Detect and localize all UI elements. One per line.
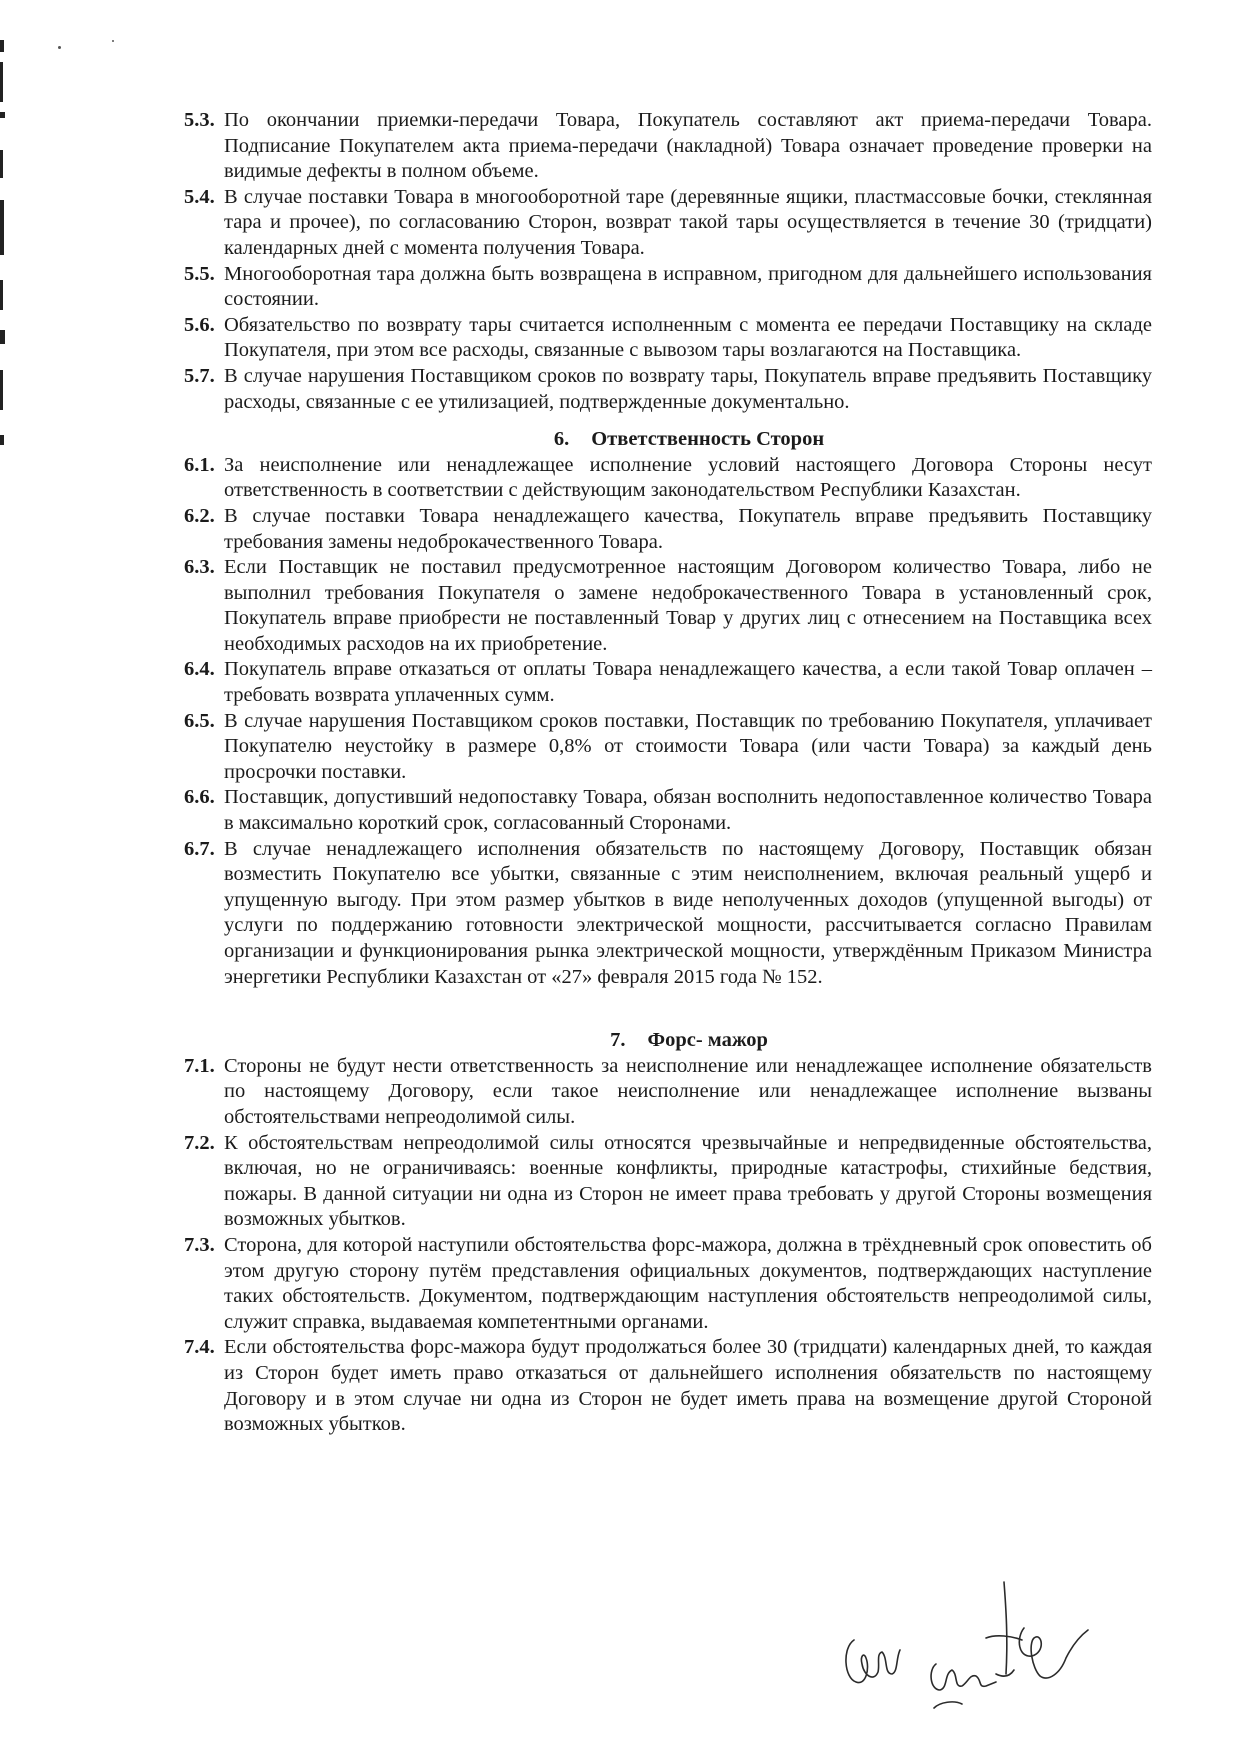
- section-number: 7.: [610, 1029, 626, 1052]
- clause-7-1: [186, 1054, 1152, 1131]
- clause-text: В случае поставки Товара в многооборотной таре (деревянные ящики, пластмассовые бочки, стеклянная тара и прочее), по согласованию Сторон, возврат такой тары осуществляется в течение 30 (тридцати) календарных дней с момента получения Товара.: [224, 185, 1152, 259]
- section-5: [186, 108, 1152, 415]
- section-6: [186, 427, 1152, 990]
- clause-number: 5.7.: [184, 364, 215, 387]
- document-page: [186, 108, 1152, 1438]
- clause-text: В случае поставки Товара ненадлежащего качества, Покупатель вправе предъявить Поставщику требования замены недоброкачественного Товара.: [224, 504, 1152, 553]
- section-heading: Ответственность Сторон: [591, 428, 825, 451]
- clause-5-3: [186, 108, 1152, 185]
- clause-number: 6.7.: [184, 837, 215, 860]
- handwritten-signatures: [836, 1578, 1126, 1728]
- clause-7-4: [186, 1335, 1152, 1437]
- clause-text: Поставщик, допустивший недопоставку Товара, обязан восполнить недопоставленное количество Товара в максимально короткий срок, согласованный Сторонами.: [224, 786, 1152, 835]
- clause-5-5: [186, 262, 1152, 313]
- clause-text: Если обстоятельства форс-мажора будут продолжаться более 30 (тридцати) календарных дней, то каждая из Сторон будет иметь право отказаться от дальнейшего исполнения обязательств по настоящему Договору и в этом случае ни одна из Сторон не будет иметь права на возмещение другой Стороной возможных убытков.: [224, 1336, 1152, 1436]
- section-7: [186, 1028, 1152, 1438]
- clause-number: 7.4.: [184, 1336, 215, 1359]
- clause-text: Если Поставщик не поставил предусмотренное настоящим Договором количество Товара, либо не выполнил требования Покупателя о замене недоброкачественного Товара в установленный срок, Покупатель вправе приобрести не поставленный Товар у других лиц с отнесением на Поставщика всех необходимых расходов на их приобретение.: [224, 556, 1152, 655]
- clause-number: 6.3.: [184, 556, 215, 579]
- clause-number: 7.1.: [184, 1054, 215, 1077]
- clause-6-7: [186, 837, 1152, 991]
- scan-speck: [112, 40, 114, 42]
- clause-6-5: [186, 709, 1152, 786]
- clause-text: Многооборотная тара должна быть возвращена в исправном, пригодном для дальнейшего использования состоянии.: [224, 262, 1152, 311]
- clause-number: 5.4.: [184, 185, 215, 208]
- scan-speck: [58, 46, 61, 49]
- clause-7-2: [186, 1131, 1152, 1233]
- clause-number: 7.2.: [184, 1131, 215, 1154]
- clause-text: Покупатель вправе отказаться от оплаты Товара ненадлежащего качества, а если такой Товар оплачен – требовать возврата уплаченных сумм.: [224, 658, 1152, 707]
- clause-text: Обязательство по возврату тары считается исполненным с момента ее передачи Поставщику на складе Покупателя, при этом все расходы, связанные с вывозом тары возлагаются на Поставщика.: [224, 313, 1152, 362]
- section-heading: Форс- мажор: [647, 1029, 768, 1052]
- clause-5-4: [186, 185, 1152, 262]
- clause-5-6: [186, 313, 1152, 364]
- clause-6-2: [186, 504, 1152, 555]
- clause-number: 6.4.: [184, 658, 215, 681]
- clause-number: 6.6.: [184, 786, 215, 809]
- clause-text: Стороны не будут нести ответственность за неисполнение или ненадлежащее исполнение обязательств по настоящему Договору, если такое неисполнение или ненадлежащее исполнение вызваны обстоятельствами непреодолимой силы.: [224, 1054, 1152, 1128]
- clause-5-7: [186, 364, 1152, 415]
- section-spacer: [186, 990, 1152, 1018]
- clause-6-6: [186, 785, 1152, 836]
- section-title: [186, 1028, 1152, 1054]
- clause-text: Сторона, для которой наступили обстоятельства форс-мажора, должна в трёхдневный срок оповестить об этом другую сторону путём представления официальных документов, подтверждающих наступление таких обстоятельств. Документом, подтверждающим наступления обстоятельств непреодолимой силы, служит справка, выдаваемая компетентными органами.: [224, 1233, 1152, 1333]
- section-title: [186, 427, 1152, 453]
- clause-number: 5.6.: [184, 313, 215, 336]
- clause-number: 7.3.: [184, 1233, 215, 1256]
- clause-number: 6.5.: [184, 709, 215, 732]
- clause-text: К обстоятельствам непреодолимой силы относятся чрезвычайные и непредвиденные обстоятельства, включая, но не ограничиваясь: военные конфликты, природные катастрофы, стихийные бедствия, пожары. В данной ситуации ни одна из Сторон не имеет права требовать у другой Стороны возмещения возможных убытков.: [224, 1131, 1152, 1231]
- clause-number: 5.5.: [184, 262, 215, 285]
- clause-number: 5.3.: [184, 109, 215, 131]
- clause-6-1: [186, 453, 1152, 504]
- clause-number: 6.2.: [184, 504, 215, 527]
- clause-number: 6.1.: [184, 453, 215, 476]
- clause-7-3: [186, 1233, 1152, 1335]
- clause-text: В случае нарушения Поставщиком сроков поставки, Поставщик по требованию Покупателя, уплачивает Покупателю неустойку в размере 0,8% от стоимости Товара (или части Товара) за каждый день просрочки поставки.: [224, 709, 1152, 783]
- clause-text: В случае нарушения Поставщиком сроков по возврату тары, Покупатель вправе предъявить Поставщику расходы, связанные с ее утилизацией, подтвержденные документально.: [224, 364, 1152, 413]
- section-number: 6.: [553, 428, 570, 451]
- clause-text: По окончании приемки-передачи Товара, Покупатель составляют акт приема-передачи Товара. Подписание Покупателем акта приема-передачи (накладной) Товара означает проведение проверки на видимые дефекты в полном объеме.: [224, 109, 1152, 183]
- clause-6-3: [186, 555, 1152, 657]
- clause-text: За неисполнение или ненадлежащее исполнение условий настоящего Договора Стороны несут ответственность в соответствии с действующим законодательством Республики Казахстан.: [224, 453, 1152, 502]
- clause-text: В случае ненадлежащего исполнения обязательств по настоящему Договору, Поставщик обязан возместить Покупателю все убытки, связанные с этим неисполнением, включая реальный ущерб и упущенную выгоду. При этом размер убытков в виде неполученных доходов (упущенной выгоды) от услуги по поддержанию готовности электрической мощности, рассчитывается согласно Правилам организации и функционирования рынка электрической мощности, утверждённым Приказом Министра энергетики Республики Казахстан от «27» февраля 2015 года № 152.: [224, 837, 1152, 988]
- clause-6-4: [186, 657, 1152, 708]
- scan-edge-artifact: [0, 40, 6, 470]
